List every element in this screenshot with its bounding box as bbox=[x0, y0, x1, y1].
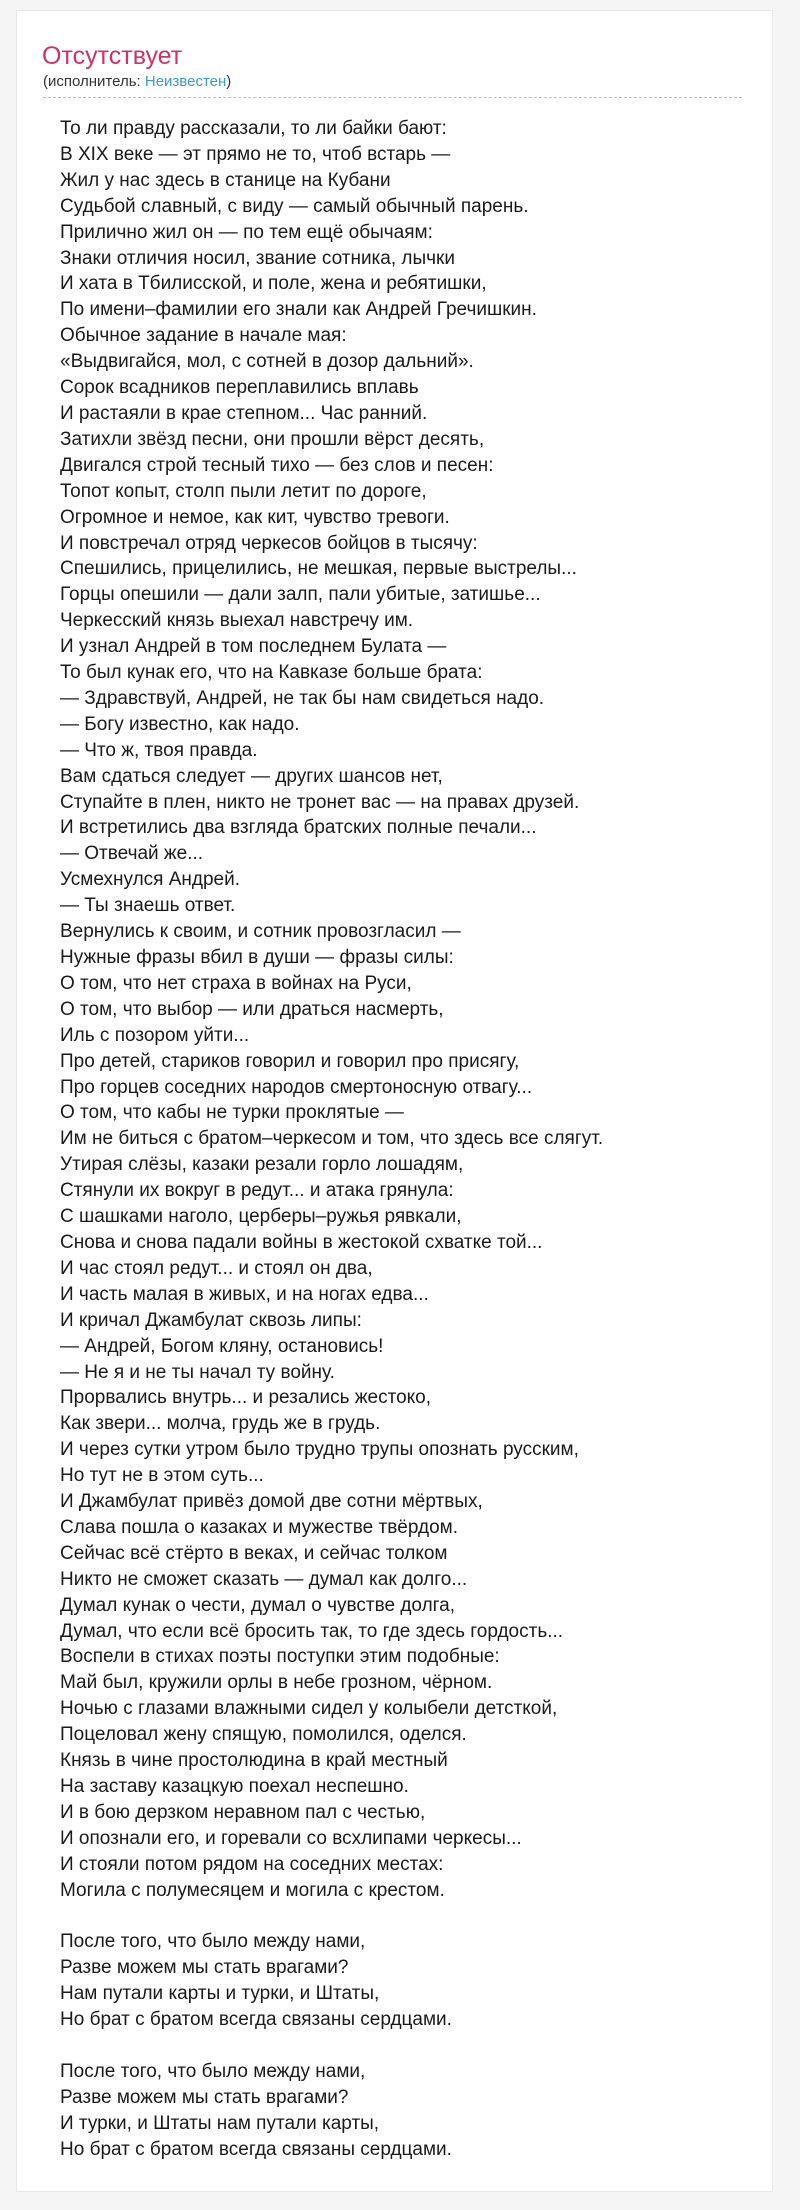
lyric-line: И повстречал отряд черкесов бойцов в тысячу: bbox=[60, 532, 478, 554]
lyric-line: Как звери... молча, грудь же в грудь. bbox=[60, 1413, 381, 1435]
lyric-line: То был кунак его, что на Кавказе больше брата: bbox=[60, 662, 483, 684]
lyric-line: И турки, и Штаты нам путали карты, bbox=[60, 2112, 380, 2134]
lyric-line: Но брат с братом всегда связаны сердцами. bbox=[60, 2138, 452, 2160]
lyric-line: — Отвечай же... bbox=[60, 843, 204, 865]
lyric-line: То ли правду рассказали, то ли байки бают: bbox=[60, 118, 447, 139]
lyric-line: Прорвались внутрь... и резались жестоко, bbox=[60, 1387, 432, 1409]
lyrics-text bbox=[60, 116, 752, 2163]
lyric-line: Слава пошла о казаках и мужестве твёрдом. bbox=[60, 1516, 458, 1538]
lyric-line: Сорок всадников переплавились вплавь bbox=[60, 377, 419, 399]
lyric-line: Иль с позором уйти... bbox=[60, 1024, 250, 1046]
lyric-line: — Не я и не ты начал ту войну. bbox=[60, 1361, 335, 1383]
lyric-line: Но тут не в этом суть... bbox=[60, 1465, 264, 1487]
lyric-line: Нам путали карты и турки, и Штаты, bbox=[60, 1983, 380, 2005]
lyric-line: Вам сдаться следует — других шансов нет, bbox=[60, 765, 443, 787]
lyric-line: Про детей, стариков говорил и говорил про присягу, bbox=[60, 1050, 520, 1072]
lyric-line: Черкесский князь выехал навстречу им. bbox=[60, 610, 414, 632]
lyric-line: И через сутки утром было трудно трупы опознать русским, bbox=[60, 1439, 579, 1461]
lyric-line: И узнал Андрей в том последнем Булата — bbox=[60, 636, 447, 658]
performer-prefix: (исполнитель: bbox=[43, 73, 145, 90]
lyric-line: Май был, кружили орлы в небе грозном, чёрном. bbox=[60, 1672, 493, 1694]
lyric-line: И стояли потом рядом на соседних местах: bbox=[60, 1853, 444, 1875]
lyric-line: О том, что кабы не турки проклятые — bbox=[60, 1102, 404, 1124]
lyric-line: На заставу казацкую поехал неспешно. bbox=[60, 1776, 409, 1797]
lyric-line: Думал кунак о чести, думал о чувстве долга, bbox=[60, 1594, 456, 1616]
performer-line bbox=[43, 73, 742, 98]
lyric-line: И Джамбулат привёз домой две сотни мёртвых, bbox=[60, 1491, 483, 1513]
stanza-gap bbox=[60, 2033, 752, 2059]
lyric-line: С шашками наголо, церберы–ружья рявкали, bbox=[60, 1206, 462, 1228]
lyric-line: И хата в Тбилисской, и поле, жена и ребятишки, bbox=[60, 273, 487, 295]
lyric-line: Огромное и немое, как кит, чувство тревоги. bbox=[60, 506, 450, 528]
lyric-line: — Здравствуй, Андрей, не так бы нам свидеться надо. bbox=[60, 687, 545, 709]
lyric-line: И в бою дерзком неравном пал с честью, bbox=[60, 1801, 426, 1823]
lyric-line: После того, что было между нами, bbox=[60, 1931, 366, 1953]
lyric-line: В XIX веке — эт прямо не то, чтоб встарь — bbox=[60, 143, 451, 165]
lyric-line: Усмехнулся Андрей. bbox=[60, 869, 241, 891]
lyric-line: Двигался строй тесный тихо — без слов и песен: bbox=[60, 454, 494, 476]
lyric-line: Жил у нас здесь в станице на Кубани bbox=[60, 169, 391, 191]
lyric-line: — Андрей, Богом кляну, остановись! bbox=[60, 1335, 384, 1357]
lyric-line: И час стоял редут... и стоял он два, bbox=[60, 1257, 373, 1279]
lyric-line: О том, что выбор — или драться насмерть, bbox=[60, 998, 444, 1020]
lyric-line: И встретились два взгляда братских полные печали... bbox=[60, 817, 537, 839]
lyric-line: — Ты знаешь ответ. bbox=[60, 895, 236, 917]
lyric-line: Им не биться с братом–черкесом и том, что здесь все слягут. bbox=[60, 1128, 604, 1150]
lyric-line: — Что ж, твоя правда. bbox=[60, 739, 258, 761]
lyric-line: Топот копыт, столп пыли летит по дороге, bbox=[60, 480, 427, 502]
lyric-line: Могила с полумесяцем и могила с крестом. bbox=[60, 1879, 445, 1901]
lyric-line: Про горцев соседних народов смертоносную отвагу... bbox=[60, 1076, 533, 1098]
lyric-line: Нужные фразы вбил в души — фразы силы: bbox=[60, 947, 454, 968]
lyric-line: Никто не сможет сказать — думал как долго... bbox=[60, 1568, 468, 1590]
lyric-line: Знаки отличия носил, звание сотника, лычки bbox=[60, 247, 455, 269]
performer-link[interactable]: Неизвестен bbox=[144, 73, 227, 90]
lyric-line: И кричал Джамбулат сквозь липы: bbox=[60, 1309, 362, 1331]
lyric-line: Обычное задание в начале мая: bbox=[60, 325, 347, 347]
lyric-line: Разве можем мы стать врагами? bbox=[60, 1957, 349, 1979]
lyric-line: И растаяли в крае степном... Час ранний. bbox=[60, 402, 428, 424]
lyric-line: После того, что было между нами, bbox=[60, 2060, 366, 2082]
lyric-line: — Богу известно, как надо. bbox=[60, 713, 300, 735]
lyric-line: Сейчас всё стёрто в веках, и сейчас толком bbox=[60, 1542, 448, 1564]
stanza-gap bbox=[60, 1904, 752, 1930]
lyric-line: По имени–фамилии его знали как Андрей Гречишкин. bbox=[60, 299, 537, 321]
lyric-line: Князь в чине простолюдина в край местный bbox=[60, 1750, 448, 1772]
lyric-line: Думал, что если всё бросить так, то где здесь гордость... bbox=[60, 1620, 564, 1642]
lyric-line: Стянули их вокруг в редут... и атака грянула: bbox=[60, 1180, 454, 1202]
lyric-line: О том, что нет страха в войнах на Руси, bbox=[60, 972, 412, 994]
lyric-line: Утирая слёзы, казаки резали горло лошадям, bbox=[60, 1154, 464, 1176]
lyric-line: Спешились, прицелились, не мешкая, первые выстрелы... bbox=[60, 558, 577, 580]
song-card bbox=[16, 10, 773, 2192]
lyric-line: Горцы опешили — дали залп, пали убитые, затишье... bbox=[60, 584, 541, 606]
lyric-line: «Выдвигайся, мол, с сотней в дозор дальний». bbox=[60, 351, 474, 373]
lyric-line: Но брат с братом всегда связаны сердцами. bbox=[60, 2009, 452, 2031]
performer-suffix: ) bbox=[226, 73, 232, 90]
lyric-line: И часть малая в живых, и на ногах едва... bbox=[60, 1283, 429, 1305]
lyric-line: Поцеловал жену спящую, помолился, оделся. bbox=[60, 1724, 467, 1746]
lyric-line: Судьбой славный, с виду — самый обычный парень. bbox=[60, 195, 529, 217]
lyric-line: Ступайте в плен, никто не тронет вас — на правах друзей. bbox=[60, 791, 580, 813]
lyric-line: Воспели в стихах поэты поступки этим подобные: bbox=[60, 1646, 500, 1668]
lyric-line: Вернулись к своим, и сотник провозгласил — bbox=[60, 921, 461, 943]
lyric-line: Ночью с глазами влажными сидел у колыбели детсткой, bbox=[60, 1698, 558, 1720]
lyric-line: Затихли звёзд песни, они прошли вёрст десять, bbox=[60, 428, 485, 450]
lyric-line: И опознали его, и горевали со всхлипами черкесы... bbox=[60, 1827, 522, 1849]
lyric-line: Снова и снова падали войны в жестокой схватке той... bbox=[60, 1231, 543, 1253]
lyric-line: Прилично жил он — по тем ещё обычаям: bbox=[60, 221, 433, 243]
song-title: Отсутствует bbox=[42, 42, 183, 70]
lyric-line: Разве можем мы стать врагами? bbox=[60, 2086, 349, 2108]
